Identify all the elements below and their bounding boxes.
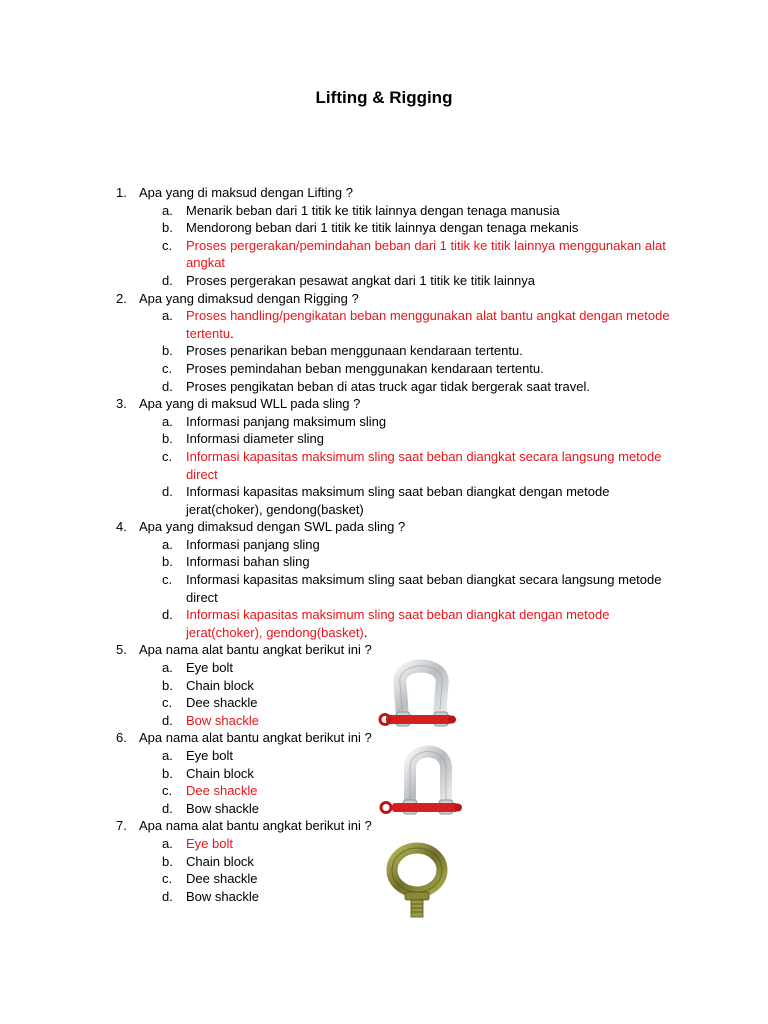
answer-option <box>0 430 768 448</box>
answer-option <box>0 553 768 571</box>
question-number: 4. <box>116 519 127 535</box>
option-letter: b. <box>162 765 173 781</box>
option-letter: c. <box>162 871 173 887</box>
answer-option <box>0 448 768 483</box>
option-label: Eye bolt <box>186 748 233 763</box>
question-number: 3. <box>116 396 127 412</box>
option-list <box>0 413 768 519</box>
answer-option <box>0 272 768 290</box>
option-letter: a. <box>162 202 173 218</box>
option-text <box>186 378 676 396</box>
correct-answer-text: Informasi kapasitas maksimum sling saat beban diangkat secara langsung metode direct <box>186 448 662 482</box>
option-label: Proses pengikatan beban di atas truck agar tidak bergerak saat travel. <box>186 378 590 394</box>
eye-bolt-image <box>384 842 450 920</box>
option-label: Informasi panjang sling <box>186 536 320 552</box>
option-letter: d. <box>162 378 173 394</box>
page-title: Lifting & Rigging <box>315 88 453 107</box>
answer-option <box>0 237 768 272</box>
question-item <box>0 184 768 290</box>
option-letter: d. <box>162 888 173 904</box>
option-text <box>186 360 676 378</box>
question-item <box>0 290 768 396</box>
option-label: Mendorong beban dari 1 titik ke titik lainnya dengan tenaga mekanis <box>186 220 579 236</box>
option-label: Bow shackle <box>186 888 259 904</box>
option-text <box>186 307 676 342</box>
option-text <box>186 202 676 220</box>
correct-answer-text: Proses handling/pengikatan beban menggunakan alat bantu angkat dengan metode tertentu <box>186 308 670 341</box>
option-label: Menarik beban dari 1 titik ke titik lainnya dengan tenaga manusia <box>186 202 560 218</box>
option-label: Proses penarikan beban menggunaan kendaraan tertentu. <box>186 343 523 359</box>
answer-option <box>0 606 768 641</box>
answer-option <box>0 536 768 554</box>
option-label: Informasi panjang maksimum sling <box>186 413 387 429</box>
option-letter: a. <box>162 660 173 676</box>
option-label: Dee shackle <box>186 871 258 887</box>
answer-option <box>0 307 768 342</box>
option-letter: b. <box>162 431 173 447</box>
answer-option <box>0 202 768 220</box>
option-label: Proses pergerakan pesawat angkat dari 1 titik ke titik lainnya <box>186 272 536 288</box>
option-list <box>0 202 768 290</box>
option-text <box>186 536 676 554</box>
option-letter: a. <box>162 308 173 324</box>
option-text <box>186 272 676 290</box>
option-text <box>186 413 676 431</box>
option-label: Proses pemindahan beban menggunakan kendaraan tertentu. <box>186 360 544 376</box>
option-label: Informasi diameter sling <box>186 431 324 447</box>
correct-answer-text: Eye bolt <box>186 835 233 851</box>
question-number: 2. <box>116 290 127 306</box>
option-text <box>186 606 676 641</box>
option-letter: b. <box>162 853 173 869</box>
answer-option <box>0 483 768 518</box>
option-label: Dee shackle <box>186 695 258 711</box>
question-item <box>0 518 768 641</box>
option-letter: c. <box>162 783 173 799</box>
option-text <box>186 571 676 606</box>
option-letter: b. <box>162 554 173 570</box>
question-text: Apa nama alat bantu angkat berikut ini ? <box>139 642 372 658</box>
option-text <box>186 219 676 237</box>
option-letter: c. <box>162 360 173 376</box>
option-letter: d. <box>162 484 173 500</box>
option-letter: d. <box>162 607 173 623</box>
option-letter: c. <box>162 695 173 711</box>
question-text: Apa yang di maksud dengan Lifting ? <box>139 185 353 200</box>
option-text <box>186 448 676 483</box>
option-text <box>186 237 676 272</box>
option-letter: a. <box>162 835 173 851</box>
answer-option <box>0 413 768 431</box>
option-letter: c. <box>162 448 173 464</box>
option-text <box>186 342 676 360</box>
option-text <box>186 483 676 518</box>
correct-answer-text: Proses pergerakan/pemindahan beban dari 1 titik ke titik lainnya menggunakan alat angkat <box>186 237 666 271</box>
answer-option <box>0 378 768 396</box>
answer-option <box>0 342 768 360</box>
option-letter: b. <box>162 677 173 693</box>
option-letter: a. <box>162 413 173 429</box>
option-letter: d. <box>162 272 173 288</box>
option-letter: b. <box>162 220 173 236</box>
option-list <box>0 307 768 395</box>
correct-answer-text: Informasi kapasitas maksimum sling saat beban diangkat dengan metode jerat(choker), gendong(basket) <box>186 607 610 640</box>
option-label: Bow shackle <box>186 800 259 816</box>
option-letter: b. <box>162 343 173 359</box>
option-text <box>186 430 676 448</box>
option-suffix: . <box>363 624 368 640</box>
option-letter: d. <box>162 800 173 816</box>
question-item <box>0 395 768 518</box>
option-label: Chain block <box>186 677 254 693</box>
option-label: Chain block <box>186 853 254 869</box>
question-text: Apa yang dimaksud dengan Rigging ? <box>139 290 359 306</box>
answer-option <box>0 219 768 237</box>
option-text <box>186 553 676 571</box>
question-text: Apa nama alat bantu angkat berikut ini ? <box>139 730 372 746</box>
correct-answer-text: Dee shackle <box>186 783 258 799</box>
option-label: Informasi kapasitas maksimum sling saat beban diangkat secara langsung metode direct <box>186 572 662 605</box>
correct-answer-text: Bow shackle <box>186 712 259 728</box>
option-list <box>0 536 768 642</box>
question-text: Apa yang dimaksud dengan SWL pada sling ? <box>139 519 406 535</box>
answer-option <box>0 571 768 606</box>
option-letter: c. <box>162 572 173 588</box>
option-letter: c. <box>162 237 173 253</box>
bow-shackle-image <box>378 650 464 736</box>
question-text: Apa yang di maksud WLL pada sling ? <box>139 396 361 412</box>
question-number: 1. <box>116 185 127 200</box>
option-label: Informasi bahan sling <box>186 554 310 570</box>
option-letter: d. <box>162 712 173 728</box>
option-label: Informasi kapasitas maksimum sling saat beban diangkat dengan metode jerat(choker), gendong(basket) <box>186 484 610 517</box>
option-suffix: . <box>230 325 234 341</box>
option-letter: a. <box>162 748 173 763</box>
question-number: 7. <box>116 818 127 834</box>
question-number: 5. <box>116 642 127 658</box>
option-label: Chain block <box>186 765 254 781</box>
option-letter: a. <box>162 536 173 552</box>
question-number: 6. <box>116 730 127 746</box>
option-label: Eye bolt <box>186 660 233 676</box>
dee-shackle-image <box>376 740 466 824</box>
question-text: Apa nama alat bantu angkat berikut ini ? <box>139 818 372 834</box>
answer-option <box>0 360 768 378</box>
